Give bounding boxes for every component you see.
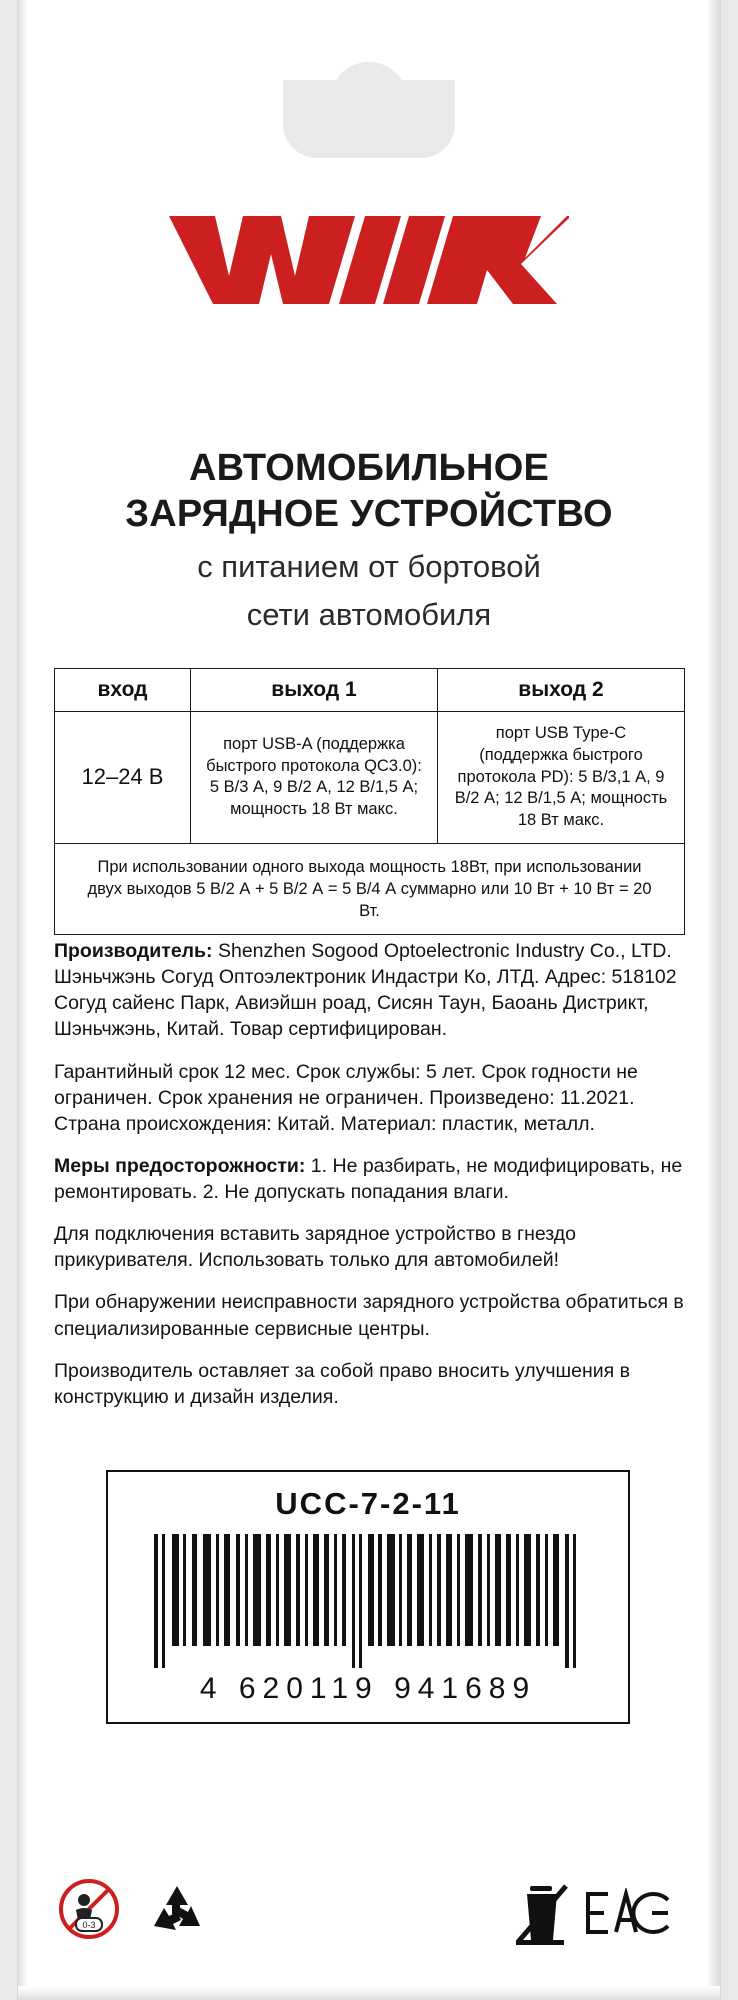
model-barcode-box bbox=[106, 1470, 630, 1724]
precautions-value: 1. Не разбирать, не модифицировать, не ремонтировать. 2. Не допускать попадания влаги. bbox=[54, 1154, 683, 1203]
table-row-note bbox=[55, 843, 685, 934]
age-restriction-0-3-icon bbox=[58, 1878, 120, 1940]
cell-output-1-value: порт USB-A (поддержка быстрого протокола QC3.0): 5 В/3 А, 9 В/2 А, 12 В/1,5 А; мощность 18 Вт макс. bbox=[191, 712, 438, 844]
eac-conformity-icon bbox=[582, 1888, 674, 1938]
page-title-line-2: ЗАРЯДНОЕ УСТРОЙСТВО bbox=[125, 493, 613, 536]
page-title-line-1: АВТОМОБИЛЬНОЕ bbox=[188, 447, 550, 489]
product-info-text bbox=[54, 938, 684, 1426]
warranty-paragraph: Гарантийный срок 12 мес. Срок службы: 5 лет. Срок годности не ограничен. Срок хранения не ограничен. Произведено: 11.2021. Страна происхождения: Китай. Материал: пластик, металл. bbox=[54, 1060, 638, 1135]
product-package-card bbox=[18, 0, 720, 2000]
page-subtitle-line-1: с питанием от бортовой bbox=[197, 548, 541, 584]
disclaimer-paragraph: Производитель оставляет за собой право вносить улучшения в конструкцию и дизайн изделия. bbox=[54, 1359, 630, 1408]
cell-output-2-value: порт USB Type-C (поддержка быстрого протокола PD): 5 В/3,1 А, 9 В/2 А; 12 В/1,5 А; мощность 18 Вт макс. bbox=[438, 712, 685, 844]
barcode-digits: 4 620119 941689 bbox=[199, 1672, 537, 1705]
cell-combined-power-note: При использовании одного выхода мощность 18Вт, при использовании двух выходов 5 В/2 А + 5 В/2 А = 5 В/4 А суммарно или 10 Вт + 10 Вт = 20 Вт. bbox=[55, 843, 685, 934]
cell-input-value: 12–24 В bbox=[55, 712, 191, 844]
manufacturer-value: Shenzhen Sogood Optoelectronic Industry Co., LTD. Шэньчжэнь Согуд Оптоэлектроник Индастри Ко, ЛТД. Адрес: 518102 Согуд сайенс Парк, Авиэйшн роад, Сисян Таун, Баоань Дистрикт, Шэньчжэнь, Китай. Товар сертифицирован. bbox=[54, 940, 677, 1041]
precautions-paragraph bbox=[54, 1153, 684, 1205]
barcode-image bbox=[152, 1534, 584, 1668]
manufacturer-label: Производитель: bbox=[54, 940, 213, 962]
recycle-icon bbox=[150, 1884, 204, 1936]
card-bottom-edge-shadow bbox=[18, 1986, 720, 2000]
service-paragraph: При обнаружении неисправности зарядного устройства обратиться в специализированные сервисные центры. bbox=[54, 1291, 684, 1340]
manufacturer-paragraph bbox=[54, 938, 684, 1043]
usage-paragraph: Для подключения вставить зарядное устройство в гнездо прикуривателя. Использовать только для автомобилей! bbox=[54, 1223, 577, 1272]
table-row bbox=[55, 712, 685, 844]
svg-text:0-3: 0-3 bbox=[82, 1920, 96, 1930]
specification-table bbox=[54, 668, 685, 935]
hang-hole bbox=[283, 80, 455, 158]
brand-logo bbox=[18, 212, 720, 308]
compliance-icon-row bbox=[54, 1878, 684, 1954]
table-header-output-1: выход 1 bbox=[191, 669, 438, 712]
precautions-label: Меры предосторожности: bbox=[54, 1154, 306, 1177]
table-header-input: вход bbox=[55, 669, 191, 712]
model-number: UCC-7-2-11 bbox=[275, 1486, 461, 1521]
table-header-row bbox=[55, 669, 685, 712]
table-header-output-2: выход 2 bbox=[438, 669, 685, 712]
page-title-block bbox=[52, 445, 686, 633]
waste-bin-crossed-icon bbox=[516, 1880, 568, 1946]
page-subtitle-line-2: сети автомобиля bbox=[246, 596, 492, 632]
wiiix-logo-icon bbox=[169, 212, 569, 308]
